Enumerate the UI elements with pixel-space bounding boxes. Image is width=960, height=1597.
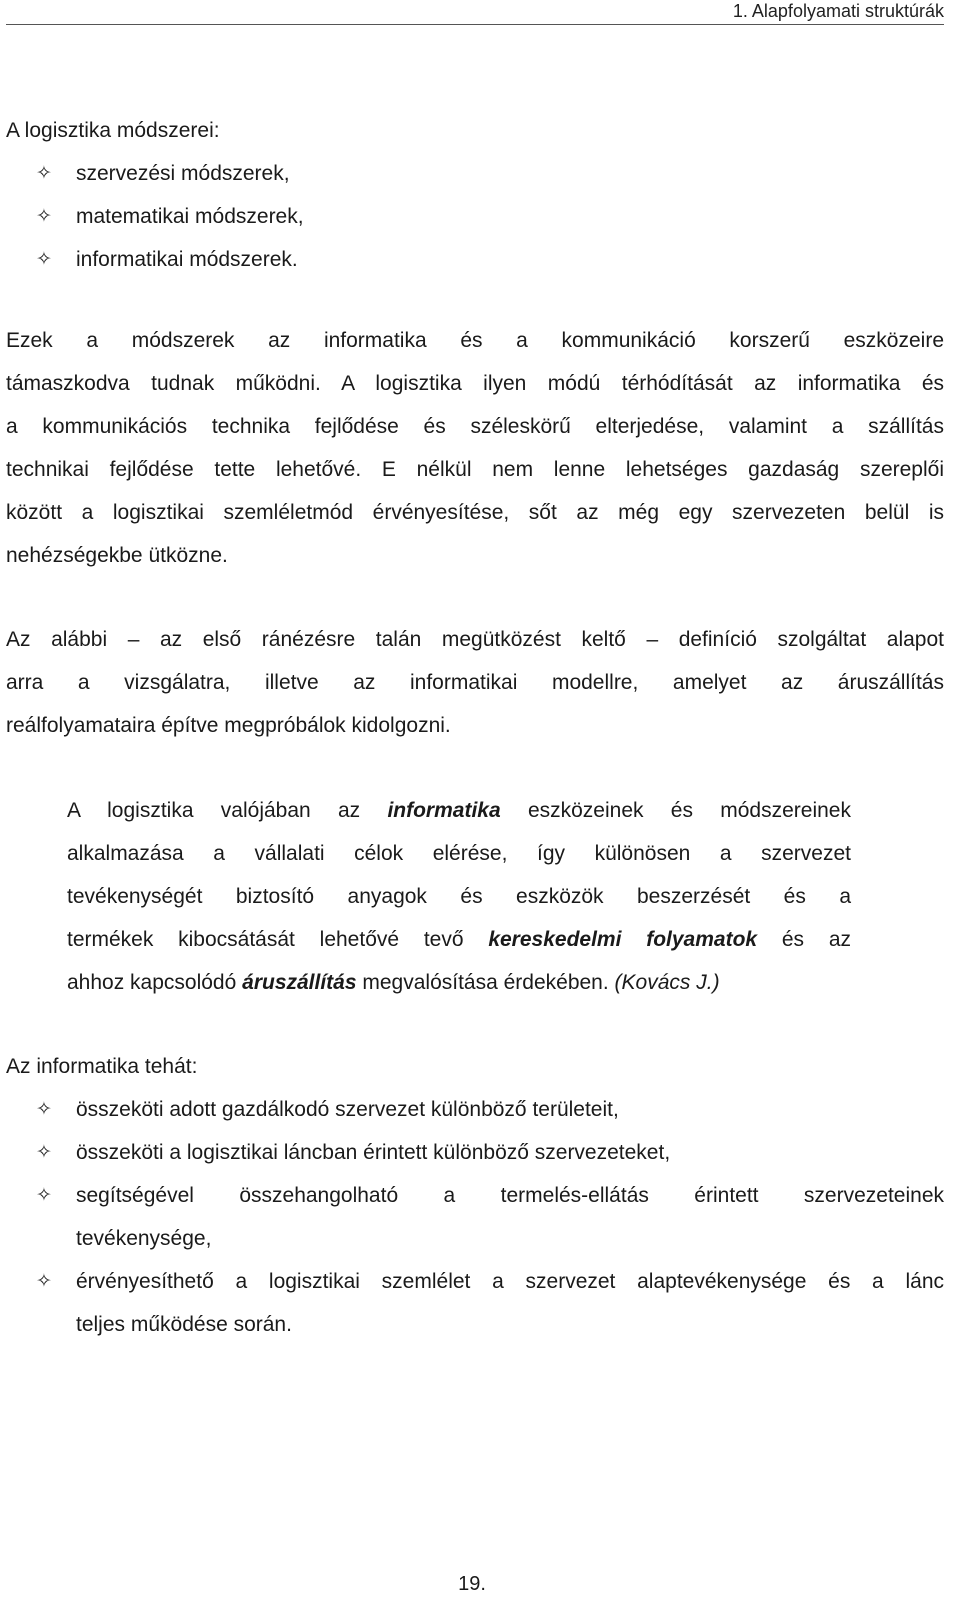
star-bullet-icon: ✧	[36, 1271, 52, 1292]
definition-line	[67, 961, 851, 1004]
emphasis-informatika: informatika	[387, 799, 501, 822]
list-item-text: matematikai módszerek,	[76, 205, 304, 228]
paragraph-line: arra a vizsgálatra, illetve az informatikai modellre, amelyet az áruszállítás	[6, 671, 944, 694]
definition-text: eszközeinek és módszereinek	[500, 799, 851, 822]
star-bullet-icon: ✧	[36, 163, 52, 184]
paragraph-line: Az alábbi – az első ránézésre talán megütközést keltő – definíció szolgáltat alapot	[6, 628, 944, 651]
star-bullet-icon: ✧	[36, 249, 52, 270]
paragraph-line: Ezek a módszerek az informatika és a kommunikáció korszerű eszközeire	[6, 329, 944, 352]
list-item	[6, 195, 944, 238]
list-item-text: informatikai módszerek.	[76, 248, 298, 271]
definition-line: alkalmazása a vállalati célok elérése, így különösen a szervezet	[67, 842, 851, 865]
paragraph-line: technikai fejlődése tette lehetővé. E nélkül nem lenne lehetséges gazdaság szereplői	[6, 458, 944, 481]
methods-list	[6, 152, 944, 281]
chapter-title: 1. Alapfolyamati struktúrák	[732, 1, 944, 21]
list-item	[6, 238, 944, 281]
list-item	[6, 152, 944, 195]
paragraph-line: támaszkodva tudnak működni. A logisztika ilyen módú térhódítását az informatika és	[6, 372, 944, 395]
paragraph-line: között a logisztikai szemléletmód érvényesítése, sőt az még egy szervezeten belül is	[6, 501, 944, 524]
star-bullet-icon: ✧	[36, 1099, 52, 1120]
page-number: 19.	[458, 1573, 486, 1595]
list-item	[6, 1260, 944, 1346]
emphasis-aruszallitas: áruszállítás	[242, 971, 357, 994]
paragraph-definition-intro	[6, 618, 944, 747]
list-item-text: tevékenysége,	[76, 1227, 212, 1250]
citation: (Kovács J.)	[614, 971, 720, 994]
definition-text: és az	[757, 928, 852, 951]
star-bullet-icon: ✧	[36, 1185, 52, 1206]
header-divider	[6, 24, 944, 25]
emphasis-kereskedelmi-folyamatok: kereskedelmi folyamatok	[488, 928, 758, 951]
definition-line	[67, 789, 851, 832]
list-item-text: teljes működése során.	[76, 1313, 292, 1336]
paragraph-line: nehézségekbe ütközne.	[6, 544, 228, 567]
informatics-heading: Az informatika tehát:	[6, 1055, 198, 1078]
paragraph-methods-context	[6, 319, 944, 577]
definition-text: ahhoz kapcsolódó	[67, 971, 243, 994]
list-item-text: szervezési módszerek,	[76, 162, 290, 185]
list-item	[6, 1174, 944, 1260]
definition-block	[67, 789, 851, 1004]
star-bullet-icon: ✧	[36, 1142, 52, 1163]
informatics-list	[6, 1088, 944, 1346]
list-item-text: segítségével összehangolható a termelés-ellátás érintett szervezeteinek	[76, 1184, 944, 1207]
list-item	[6, 1131, 944, 1174]
star-bullet-icon: ✧	[36, 206, 52, 227]
definition-text: A logisztika valójában az	[67, 799, 388, 822]
list-item-text: összeköti a logisztikai láncban érintett különböző szervezeteket,	[76, 1141, 671, 1164]
list-item	[6, 1088, 944, 1131]
methods-heading: A logisztika módszerei:	[6, 119, 220, 142]
paragraph-line: reálfolyamataira építve megpróbálok kidolgozni.	[6, 714, 451, 737]
definition-text: termékek kibocsátását lehetővé tevő	[67, 928, 489, 951]
definition-text: megvalósítása érdekében.	[356, 971, 615, 994]
list-item-text: összeköti adott gazdálkodó szervezet különböző területeit,	[76, 1098, 619, 1121]
definition-line	[67, 918, 851, 961]
definition-line: tevékenységét biztosító anyagok és eszközök beszerzését és a	[67, 885, 851, 908]
paragraph-line: a kommunikációs technika fejlődése és széleskörű elterjedése, valamint a szállítás	[6, 415, 944, 438]
list-item-text: érvényesíthető a logisztikai szemlélet a szervezet alaptevékenysége és a lánc	[76, 1270, 944, 1293]
